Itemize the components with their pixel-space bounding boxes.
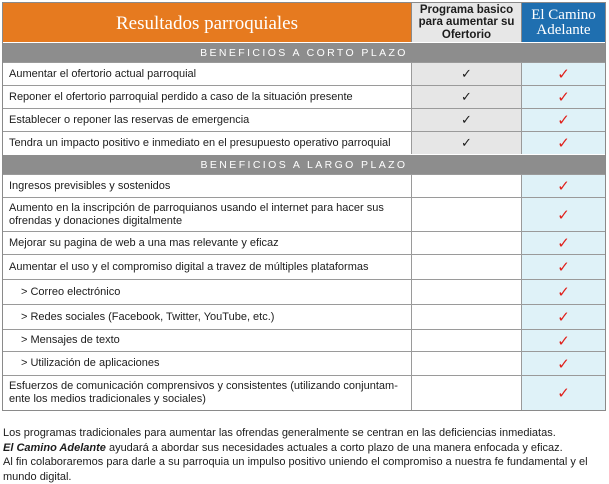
camino-cell: [521, 175, 605, 197]
footer-line-1: Los programas tradicionales para aumentar las ofrendas generalmente se centran en las deficiencias inmediatas.: [3, 427, 556, 439]
table-row: [3, 304, 605, 329]
check-icon: ✓: [557, 206, 570, 224]
section-short-term: BENEFICIOS A CORTO PLAZO: [3, 42, 605, 62]
camino-cell: [521, 232, 605, 254]
section-long-term: BENEFICIOS A LARGO PLAZO: [3, 154, 605, 174]
camino-cell: [521, 255, 605, 279]
check-icon: ✓: [557, 66, 570, 83]
basic-cell: [411, 352, 521, 375]
header-basic-program: Programa basico para aumentar su Ofertorio: [411, 3, 521, 42]
row-label: Esfuerzos de comunicación comprensivos y consistentes (utilizando conjuntam-ente los medios tradicionales y sociales): [9, 380, 398, 405]
check-icon: ✓: [557, 355, 570, 373]
row-label: Ingresos previsibles y sostenidos: [9, 179, 171, 192]
row-label: > Utilización de aplicaciones: [21, 357, 160, 369]
check-icon: ✓: [557, 112, 570, 129]
basic-cell: [411, 86, 521, 108]
check-icon: ✓: [557, 235, 570, 252]
table-row: [3, 329, 605, 351]
table-row: [3, 108, 605, 131]
camino-cell: [521, 352, 605, 375]
row-label: Aumento en la inscripción de parroquianos usando el internet para hacer sus ofrendas y donaciones digitalmente: [9, 201, 384, 227]
table-row: [3, 174, 605, 197]
basic-cell: [411, 198, 521, 231]
row-label: > Redes sociales (Facebook, Twitter, YouTube, etc.): [21, 310, 275, 323]
table-row: [3, 131, 605, 154]
camino-cell: [521, 132, 605, 154]
basic-cell: [411, 109, 521, 131]
check-icon: ✓: [557, 385, 570, 402]
camino-cell: [521, 109, 605, 131]
check-icon: ✓: [557, 332, 570, 350]
row-label: Reponer el ofertorio parroquial perdido a caso de la situación presente: [9, 90, 353, 103]
basic-cell: [411, 280, 521, 304]
footer-line-2: [3, 441, 603, 456]
check-icon: ✓: [557, 89, 570, 106]
camino-cell: [521, 63, 605, 85]
check-icon: ✓: [461, 89, 472, 104]
table-row: [3, 62, 605, 85]
check-icon: ✓: [557, 259, 570, 276]
table-row: [3, 351, 605, 375]
table-row: [3, 197, 605, 231]
row-label: > Mensajes de texto: [21, 334, 120, 346]
table-row: [3, 85, 605, 108]
check-icon: ✓: [557, 178, 570, 195]
comparison-table: [2, 2, 606, 411]
check-icon: ✓: [461, 112, 472, 127]
table-header: [3, 3, 605, 42]
footer-brand: El Camino Adelante: [3, 441, 106, 454]
camino-cell: [521, 330, 605, 351]
row-label: Aumentar el ofertorio actual parroquial: [9, 67, 197, 80]
camino-cell: [521, 376, 605, 410]
row-label: Tendra un impacto positivo e inmediato en el presupuesto operativo parroquial: [9, 136, 391, 149]
camino-cell: [521, 86, 605, 108]
basic-cell: [411, 330, 521, 351]
row-label: > Correo electrónico: [21, 285, 121, 298]
basic-cell: [411, 132, 521, 154]
footer-line-3: Al fin colaboraremos para darle a su parroquia un impulso positivo uniendo el compromiso a nuestra fe fundamental y el mundo digital.: [3, 456, 588, 483]
table-row: [3, 254, 605, 279]
check-icon: ✓: [557, 309, 570, 326]
basic-cell: [411, 232, 521, 254]
basic-cell: [411, 255, 521, 279]
camino-cell: [521, 305, 605, 329]
row-label: Mejorar su pagina de web a una mas relevante y eficaz: [9, 236, 279, 249]
camino-cell: [521, 280, 605, 304]
basic-cell: [411, 175, 521, 197]
header-camino: El Camino Adelante: [521, 3, 605, 42]
check-icon: ✓: [557, 284, 570, 301]
row-label: Establecer o reponer las reservas de emergencia: [9, 113, 250, 126]
check-icon: ✓: [461, 135, 472, 150]
table-row: [3, 231, 605, 254]
footer-text: [3, 426, 603, 484]
table-row: [3, 375, 605, 410]
basic-cell: [411, 63, 521, 85]
table-row: [3, 279, 605, 304]
check-icon: ✓: [461, 66, 472, 81]
header-title: Resultados parroquiales: [3, 3, 411, 42]
camino-cell: [521, 198, 605, 231]
check-icon: ✓: [557, 135, 570, 152]
basic-cell: [411, 376, 521, 410]
row-label: Aumentar el uso y el compromiso digital a travez de múltiples plataformas: [9, 260, 369, 273]
basic-cell: [411, 305, 521, 329]
footer-line-2-text: ayudará a abordar sus necesidades actuales a corto plazo de una manera enfocada y eficaz.: [105, 441, 563, 454]
